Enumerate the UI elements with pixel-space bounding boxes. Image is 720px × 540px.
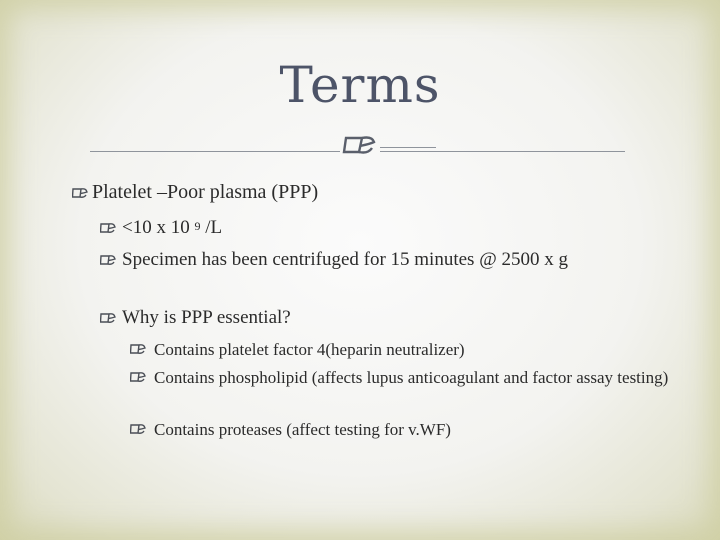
exponent: 9 — [194, 219, 201, 233]
sub-bullet-count-text: <10 x 10 $^9$ /L — [122, 217, 223, 238]
ribbon-scroll-icon — [100, 312, 116, 324]
ribbon-scroll-icon — [100, 222, 116, 234]
sub-bullet-why-text: Why is PPP essential? — [122, 307, 291, 328]
sub-bullet-count — [100, 216, 670, 240]
ribbon-scroll-icon — [130, 371, 146, 383]
ribbon-scroll-icon — [72, 187, 88, 199]
bullet-ppp-text: Platelet –Poor plasma (PPP) — [92, 181, 319, 203]
ribbon-scroll-icon — [100, 254, 116, 266]
sub-bullet-why — [100, 306, 670, 330]
detail-bullet-proteases — [130, 419, 670, 440]
detail-bullet-phospholipid-text: Contains phospholipid (affects lupus anticoagulant and factor assay testing) — [154, 368, 669, 387]
slide-title: Terms — [279, 56, 441, 114]
sub-bullet-centrifuge-text: Specimen has been centrifuged for 15 minutes @ 2500 x g — [122, 249, 568, 270]
sub-bullet-centrifuge — [100, 248, 670, 272]
detail-bullet-proteases-text: Contains proteases (affect testing for v.WF) — [154, 420, 451, 439]
detail-bullet-pf4-text: Contains platelet factor 4(heparin neutralizer) — [154, 340, 465, 359]
ribbon-scroll-icon — [130, 423, 146, 435]
detail-bullet-pf4 — [130, 339, 670, 360]
bullet-ppp — [72, 181, 318, 204]
detail-bullet-phospholipid — [130, 367, 670, 388]
ribbon-scroll-icon — [130, 343, 146, 355]
